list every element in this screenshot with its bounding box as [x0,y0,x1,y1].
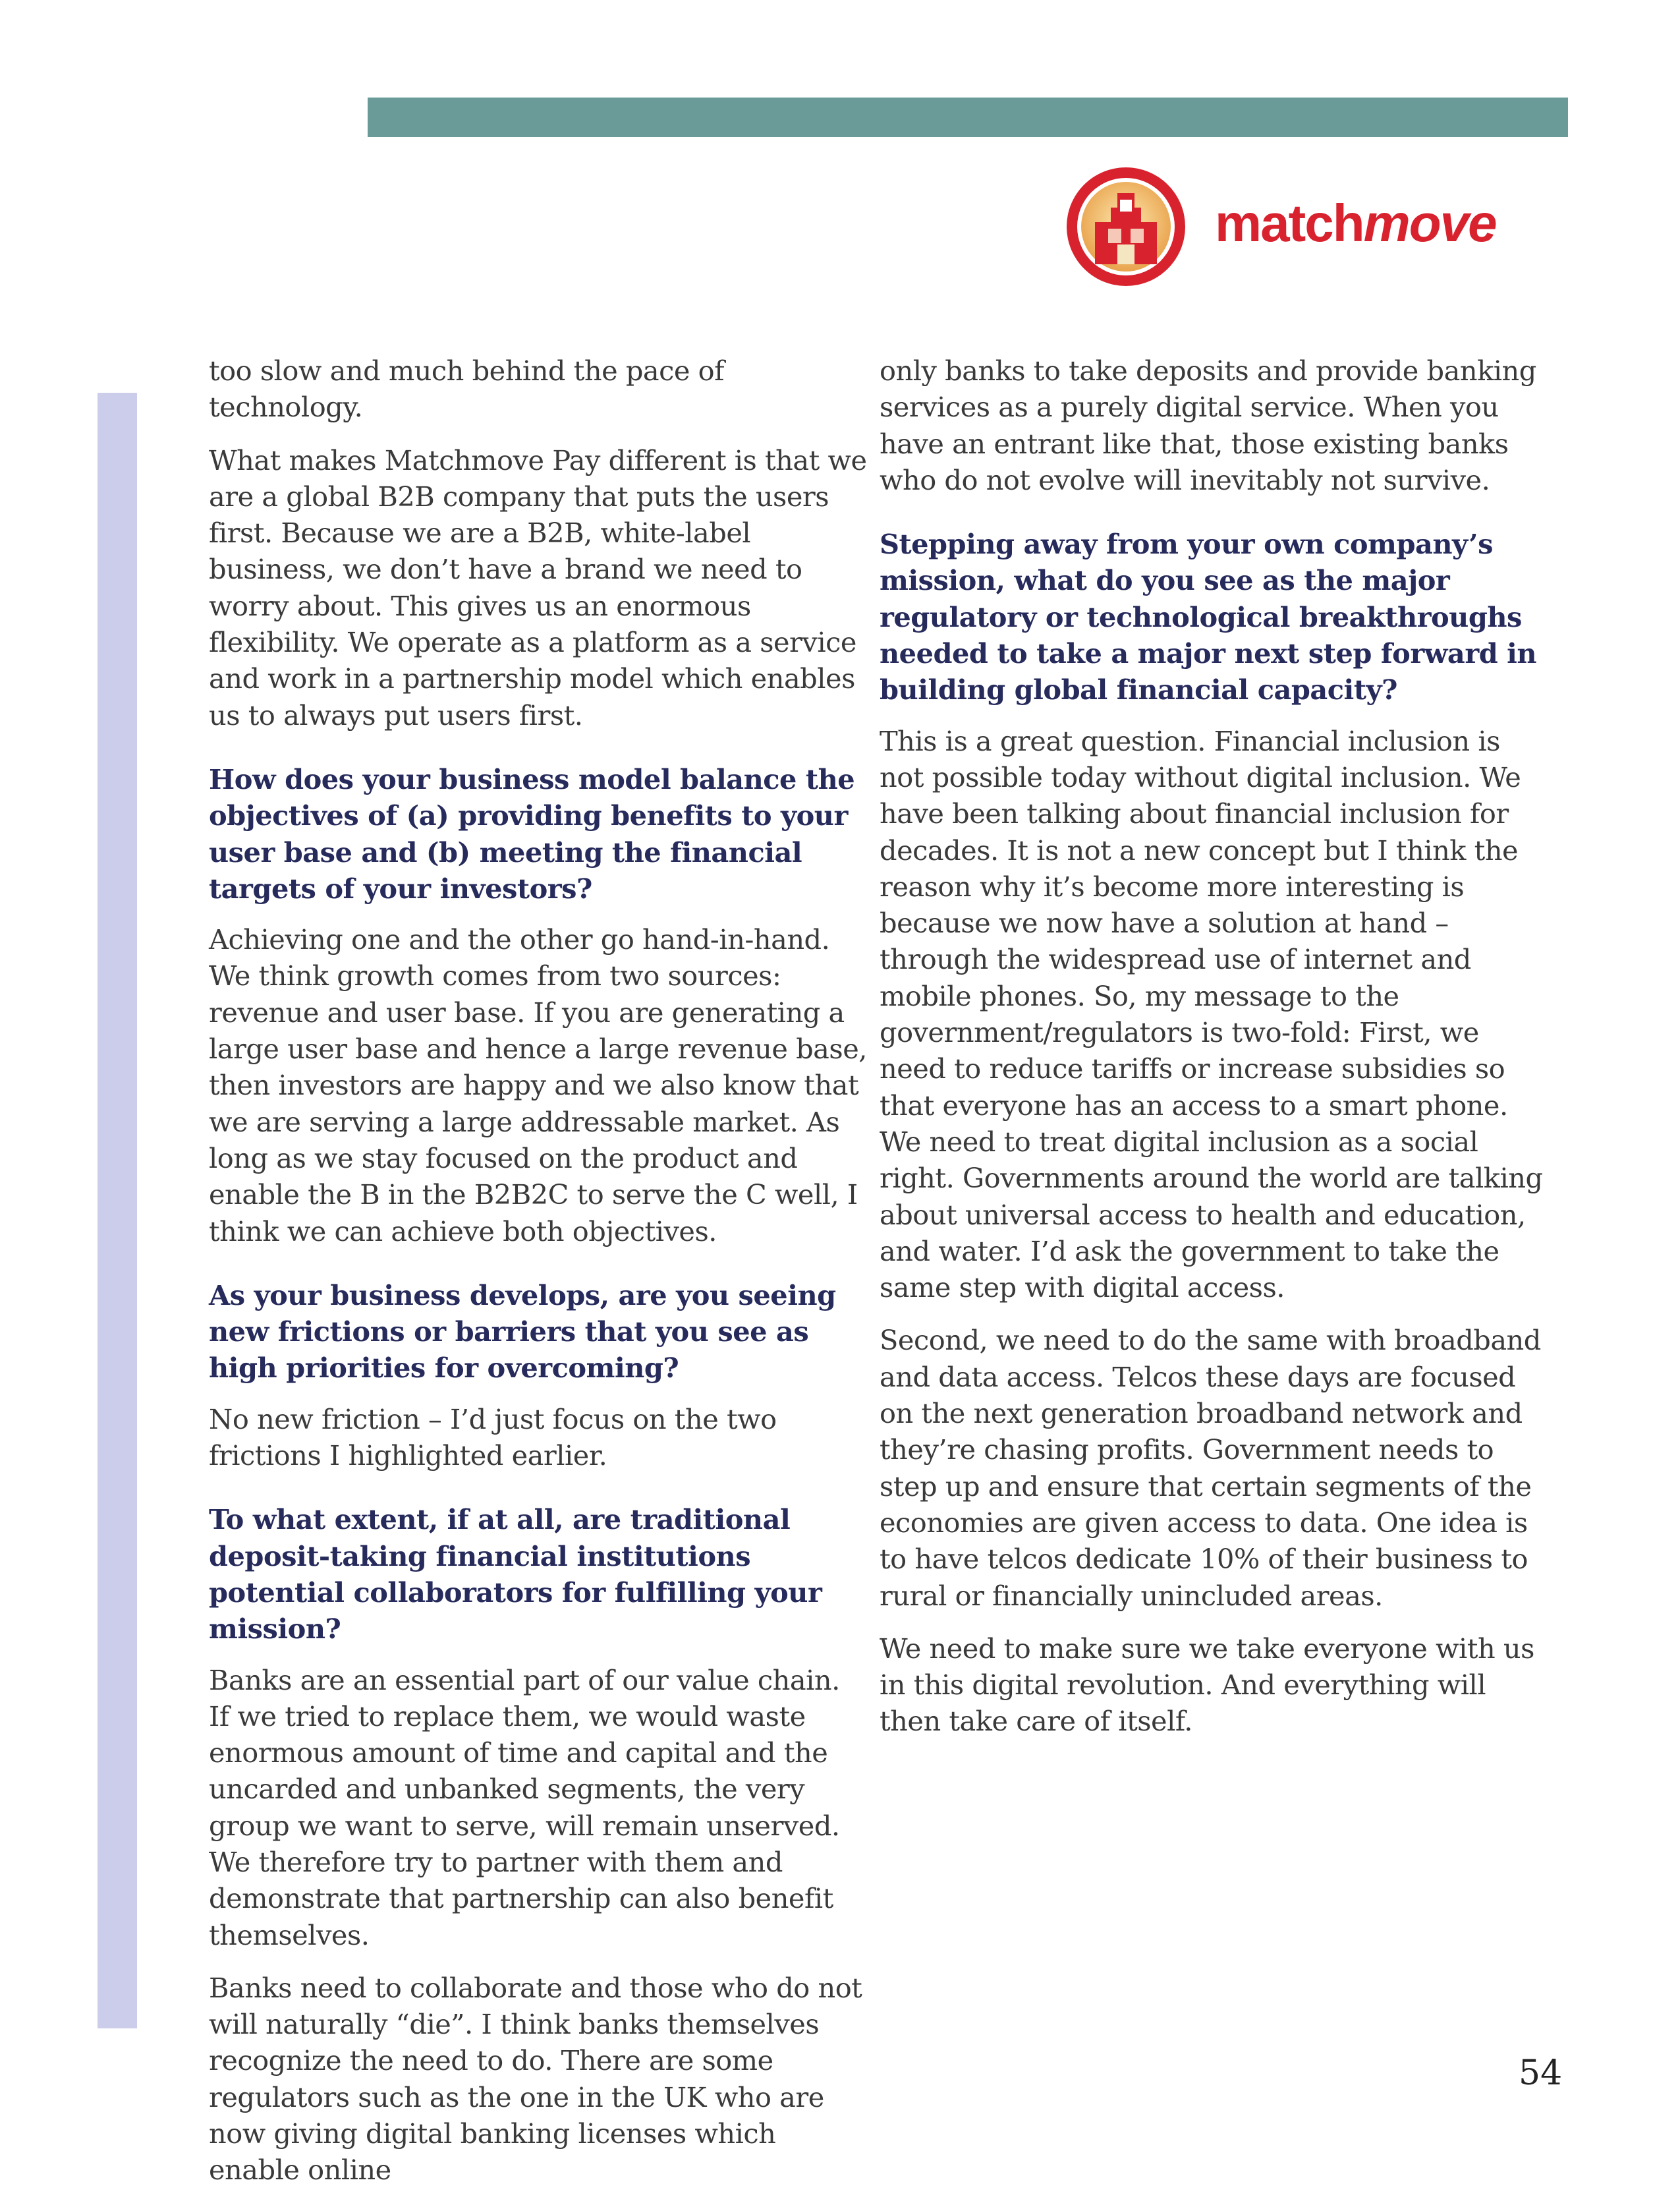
brand-italic: move [1363,194,1496,252]
left-paragraph-4: No new friction – I’d just focus on the two frictions I highlighted earlier. [209,1402,777,1472]
left-paragraph-1: too slow and much behind the pace of technology. [209,355,724,424]
left-paragraph-6: Banks need to collaborate and those who do not will naturally “die”. I think banks themselves recognize the need to do. There are some regulators such as the one in the UK who are now giving digital banking licenses which enable online [209,1971,862,2187]
right-column [880,353,1545,1756]
brand-wordmark [1215,193,1496,254]
left-paragraph-3: Achieving one and the other go hand-in-hand. We think growth comes from two sources: revenue and user base. If you are generating a large user base and hence a large revenue base, then investors are happy and we also know that we are serving a large addressable market. As long as we stay focused on the product and enable the B in the B2B2C to serve the C well, I think we can achieve both objectives. [209,923,867,1247]
right-paragraph-1: only banks to take deposits and provide banking services as a purely digital service. When you have an entrant like that, those existing banks who do not evolve will inevitably not survive. [880,355,1536,496]
right-paragraph-4: We need to make sure we take everyone with us in this digital revolution. And everything will then take care of itself. [880,1632,1534,1738]
matchmove-logo [1065,160,1565,292]
left-question-2: As your business develops, are you seeing new frictions or barriers that you see as high priorities for overcoming? [209,1278,836,1385]
left-paragraph-2: What makes Matchmove Pay different is that we are a global B2B company that puts the users first. Because we are a B2B, white-label business, we don’t have a brand we need to worry about. This gives us an enormous flexibility. We operate as a platform as a service and work in a partnership model which enables us to always put users first. [209,444,867,731]
left-question-3: To what extent, if at all, are traditional deposit-taking financial institutions potential collaborators for fulfilling your mission? [209,1503,822,1646]
page-number: 54 [1519,2053,1563,2093]
right-paragraph-3: Second, we need to do the same with broadband and data access. Telcos these days are focused on the next generation broadband network and they’re chasing profits. Government needs to step up and ensure that certain segments of the economies are given access to data. One idea is to have telcos dedicate 10% of their business to rural or financially unincluded areas. [880,1324,1541,1612]
left-question-1: How does your business model balance the objectives of (a) providing benefits to your user base and (b) meeting the financial targets of your investors? [209,762,855,905]
right-question-1: Stepping away from your own company’s mission, what do you see as the major regulatory or technological breakthroughs needed to take a major next step forward in building global financial capacity? [880,528,1537,706]
header-accent-bar [368,98,1568,137]
matchmove-logo-icon [1065,165,1187,288]
brand-plain: match [1215,194,1364,252]
sidebar-accent-bar [98,393,137,2028]
left-paragraph-5: Banks are an essential part of our value chain. If we tried to replace them, we would waste enormous amount of time and capital and the uncarded and unbanked segments, the very group we want to serve, will remain unserved. We therefore try to partner with them and demonstrate that partnership can also benefit themselves. [209,1663,840,1951]
left-column [209,353,868,2205]
right-paragraph-2: This is a great question. Financial inclusion is not possible today without digital inclusion. We have been talking about financial inclusion for decades. It is not a new concept but I think the reason why it’s become more interesting is because we now have a solution at hand – through the widespread use of internet and mobile phones. So, my message to the government/regulators is two-fold: First, we need to reduce tariffs or increase subsidies so that everyone has an access to a smart phone. We need to treat digital inclusion as a social right. Governments around the world are talking about universal access to health and education, and water. I’d ask the government to take the same step with digital access. [880,724,1543,1304]
